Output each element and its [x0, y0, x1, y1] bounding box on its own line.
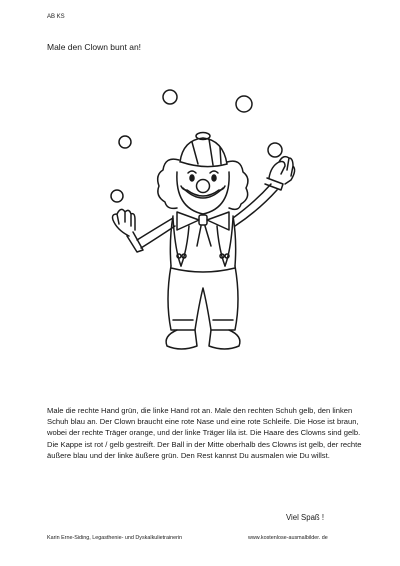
juggling-ball-right: [268, 143, 282, 157]
clown-bow: [177, 212, 229, 246]
clown-left-arm: [113, 209, 176, 252]
juggling-ball-mid-left: [119, 136, 131, 148]
clown-cap: [180, 133, 227, 167]
worksheet-code: AB KS: [47, 14, 65, 20]
juggling-ball-top-left: [163, 90, 177, 104]
clown-face: [177, 171, 229, 214]
juggling-ball-top-right: [236, 96, 252, 112]
closing-greeting: Viel Spaß !: [286, 513, 324, 522]
footer-author: Karin Erne-Siding, Legasthenie- und Dyskalkulietrainerin: [47, 535, 183, 541]
clown-illustration: [95, 80, 315, 365]
clown-shoes: [166, 330, 240, 349]
juggling-ball-left: [111, 190, 123, 202]
coloring-instructions: Male die rechte Hand grün, die linke Hand rot an. Male den rechten Schuh gelb, den linken Schuh blau an. Der Clown braucht eine rote Nase und eine rote Schleife. Die Hose ist braun, wobei der rechte Träger orange, und der linke Träger lila ist. Die Haare des Clowns sind gelb. Die Kappe ist rot / gelb gestreift. Der Ball in der Mitte oberhalb des Clowns ist gelb, der rechte äußere blau und der linke äußere grün. Den Rest kannst Du ausmalen wie Du willst.: [47, 406, 362, 460]
footer-website: www.kostenlose-ausmalbilder. de: [248, 535, 328, 541]
clown-nose: [197, 180, 210, 193]
clown-trousers: [168, 266, 238, 330]
task-heading: Male den Clown bunt an!: [47, 42, 142, 52]
